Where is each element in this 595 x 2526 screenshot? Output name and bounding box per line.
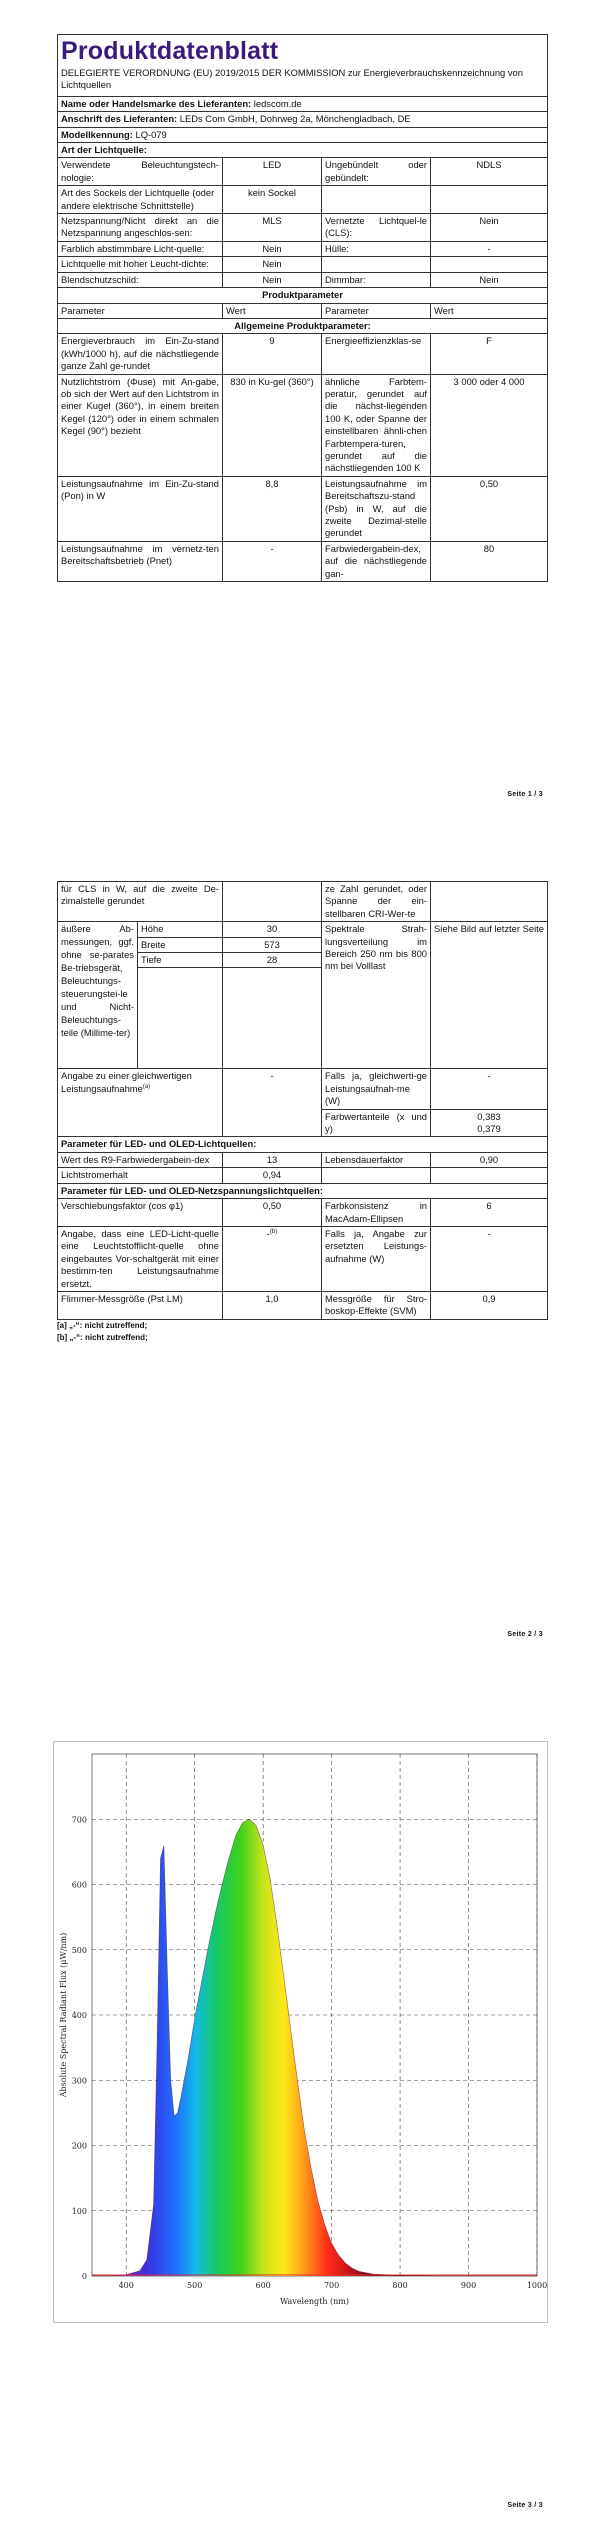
page-1	[0, 0, 595, 808]
footnote-b: [b] „-“: nicht zutreffend;	[57, 1332, 148, 1342]
parameter-label: Energieeffizienzklas-se	[322, 334, 431, 374]
parameter-row	[58, 541, 548, 581]
product-datasheet-table	[57, 34, 548, 582]
product-datasheet-table-continued	[57, 881, 548, 1320]
parameter-row	[58, 882, 548, 922]
parameter-value: 3 000 oder 4 000	[431, 374, 548, 476]
parameter-value	[223, 1226, 322, 1291]
parameter-value: -	[223, 541, 322, 581]
y-tick-label: 600	[71, 1880, 87, 1890]
spectrum-svg	[54, 1742, 547, 2322]
x-tick-label: 900	[460, 2281, 477, 2290]
parameter-label: Falls ja, gleichwerti-ge Leistungsaufnah-me (W)	[322, 1069, 431, 1109]
parameter-value: -	[223, 1069, 322, 1137]
model-label: Modellkennung:	[61, 128, 133, 140]
parameter-label: Lichtstromerhalt	[58, 1168, 223, 1183]
type-label: Verwendete Beleuchtungstech-nologie:	[58, 158, 223, 186]
dimension-filler	[223, 968, 322, 1069]
type-value: -	[431, 241, 548, 256]
height-value: 30	[223, 922, 322, 937]
depth-value: 28	[223, 953, 322, 968]
dimension-row	[58, 922, 548, 937]
parameter-value	[431, 882, 548, 922]
parameter-value: 0,50	[431, 476, 548, 541]
dimension-filler	[138, 968, 223, 1069]
general-parameters-heading: Allgemeine Produktparameter:	[58, 318, 548, 333]
supplier-address-row	[58, 112, 548, 127]
model-row	[58, 127, 548, 142]
page-gap	[0, 808, 595, 853]
parameter-row	[58, 1152, 548, 1167]
x-axis-title: Wavelength (nm)	[279, 2297, 350, 2306]
chromaticity-x: 0,383	[477, 1110, 501, 1122]
type-value: kein Sockel	[223, 186, 322, 214]
parameter-value: 830 in Ku-gel (360°)	[223, 374, 322, 476]
x-tick-label: 1000	[526, 2281, 547, 2290]
parameter-label: Falls ja, Angabe zur ersetzten Leistungs-aufnahme (W)	[322, 1226, 431, 1291]
parameter-value: -	[431, 1069, 548, 1109]
footnote-a: [a] „-“: nicht zutreffend;	[57, 1320, 148, 1330]
light-source-type-heading: Art der Lichtquelle:	[58, 143, 548, 158]
parameter-label: Leistungsaufnahme im Ein-Zu-stand (Pon) in W	[58, 476, 223, 541]
page-number: Seite 3 / 3	[507, 2502, 543, 2509]
chromaticity-label: Farbwertanteile (x und y)	[322, 1109, 431, 1137]
parameter-value: 8,8	[223, 476, 322, 541]
supplier-name-row	[58, 96, 548, 111]
parameter-value: 0,9	[431, 1291, 548, 1319]
column-header-value: Wert	[431, 303, 548, 318]
x-tick-label: 400	[118, 2281, 134, 2290]
parameter-label: Farbwiedergabein-dex, auf die nächstliegende gan-	[322, 541, 431, 581]
type-label: Ungebündelt oder gebündelt:	[322, 158, 431, 186]
column-header-parameter: Parameter	[58, 303, 223, 318]
product-parameters-heading: Produktparameter	[58, 288, 548, 303]
parameter-label: Verschiebungsfaktor (cos φ1)	[58, 1199, 223, 1227]
page-number: Seite 2 / 3	[507, 1631, 543, 1638]
supplier-address-label: Anschrift des Lieferanten:	[61, 113, 178, 125]
parameter-value: F	[431, 334, 548, 374]
y-tick-label: 400	[71, 2011, 87, 2020]
parameter-label: ähnliche Farbtem-peratur, gerundet auf die nächst-liegenden 100 K, oder Spanne der einstellbaren ähnli-chen Farbtempera-turen, gerundet auf die nächstliegenden 100 K	[322, 374, 431, 476]
parameter-label: Angabe, dass eine LED-Licht-quelle eine Leuchtstofflicht-quelle ohne eingebautes Vor-schaltgerät mit einer bestimm-ten Leistungsaufnahme ersetzt.	[58, 1226, 223, 1291]
supplier-address-value: LEDs Com GmbH, Dohrweg 2a, Mönchengladbach, DE	[179, 113, 411, 125]
type-value: Nein	[431, 214, 548, 242]
dimensions-label: äußere Ab-messungen, ggf. ohne se-parates Be-triebsgerät, Beleuchtungs-steuerungstei-le und Nicht-Beleuchtungs-teile (Millime-ter)	[58, 922, 138, 1069]
parameter-value: -	[431, 1226, 548, 1291]
parameter-value: 0,90	[431, 1152, 548, 1167]
parameter-row	[58, 1199, 548, 1227]
parameter-row	[58, 1168, 548, 1183]
type-label: Lichtquelle mit hoher Leucht-dichte:	[58, 257, 223, 272]
type-label: Hülle:	[322, 241, 431, 256]
parameter-label: ze Zahl gerundet, oder Spanne der ein-stellbaren CRI-Wer-te	[322, 882, 431, 922]
x-tick-label: 500	[187, 2281, 203, 2290]
type-label: Farblich abstimmbare Licht-quelle:	[58, 241, 223, 256]
replacement-value: -	[266, 1227, 270, 1239]
parameter-label: Flimmer-Messgröße (Pst LM)	[58, 1291, 223, 1319]
parameter-value: 80	[431, 541, 548, 581]
x-tick-label: 800	[392, 2281, 408, 2290]
type-value: LED	[223, 158, 322, 186]
type-value: Nein	[223, 272, 322, 287]
y-tick-label: 700	[71, 1815, 87, 1825]
model-value: LQ-079	[135, 128, 167, 140]
chromaticity-value	[431, 1109, 548, 1137]
parameter-label: Messgröße für Stro-boskop-Effekte (SVM)	[322, 1291, 431, 1319]
parameter-label: Energieverbrauch im Ein-Zu-stand (kWh/1000 h), auf die nächstliegende ganze Zahl ge-rundet	[58, 334, 223, 374]
depth-label: Tiefe	[138, 953, 223, 968]
type-label: Netzspannung/Nicht direkt an die Netzspannung angeschlos-sen:	[58, 214, 223, 242]
type-value: MLS	[223, 214, 322, 242]
type-value: Nein	[223, 241, 322, 256]
parameter-value	[223, 882, 322, 922]
parameter-row	[58, 1291, 548, 1319]
type-value	[431, 257, 548, 272]
height-label: Höhe	[138, 922, 223, 937]
column-header-parameter: Parameter	[322, 303, 431, 318]
type-row	[58, 158, 548, 186]
header-cell	[58, 35, 548, 97]
page-title: Produktdatenblatt	[61, 37, 279, 65]
type-row	[58, 186, 548, 214]
led-parameters-heading: Parameter für LED- und OLED-Lichtquellen:	[58, 1137, 548, 1152]
page-number: Seite 1 / 3	[507, 791, 543, 798]
parameter-row	[58, 334, 548, 374]
chromaticity-y: 0,379	[477, 1123, 501, 1135]
x-tick-label: 700	[323, 2281, 340, 2290]
y-tick-label: 0	[81, 2272, 87, 2281]
parameter-label: Leistungsaufnahme im vernetz-ten Bereitschaftsbetrieb (Pnet)	[58, 541, 223, 581]
width-label: Breite	[138, 937, 223, 952]
mains-parameters-heading: Parameter für LED- und OLED-Netzspannungslichtquellen:	[58, 1183, 548, 1198]
parameter-label	[322, 1168, 431, 1183]
parameter-value: 0,94	[223, 1168, 322, 1183]
supplier-name-value: ledscom.de	[253, 97, 302, 109]
y-tick-label: 200	[71, 2141, 87, 2151]
parameter-value: 1,0	[223, 1291, 322, 1319]
parameter-label: Farbkonsistenz in MacAdam-Ellipsen	[322, 1199, 431, 1227]
page-2	[0, 875, 595, 1675]
supplier-name-label: Name oder Handelsmarke des Lieferanten:	[61, 97, 252, 109]
y-tick-label: 100	[71, 2206, 87, 2216]
datasheet-part-1	[57, 34, 547, 582]
regulation-text: DELEGIERTE VERORDNUNG (EU) 2019/2015 DER KOMMISSION zur Energieverbrauchskennzeichnung von Lichtquellen	[61, 67, 523, 91]
type-label	[322, 257, 431, 272]
column-header-value: Wert	[223, 303, 322, 318]
type-label	[322, 186, 431, 214]
y-tick-label: 300	[71, 2076, 87, 2086]
type-label: Art des Sockels der Lichtquelle (oder andere elektrische Schnittstelle)	[58, 186, 223, 214]
parameter-row	[58, 476, 548, 541]
type-value: Nein	[223, 257, 322, 272]
footnote-ref: (a)	[142, 1083, 151, 1090]
column-header-row	[58, 303, 548, 318]
spectral-distribution-value: Siehe Bild auf letzter Seite	[431, 922, 548, 1069]
page-3	[0, 1720, 595, 2526]
type-label: Dimmbar:	[322, 272, 431, 287]
parameter-value: 13	[223, 1152, 322, 1167]
type-label: Vernetzte Lichtquel-le (CLS):	[322, 214, 431, 242]
equivalent-power-label: Angabe zu einer gleichwertigen Leistungsaufnahme	[61, 1070, 192, 1094]
parameter-row	[58, 374, 548, 476]
footnote-ref: (b)	[269, 1228, 278, 1235]
type-value: Nein	[431, 272, 548, 287]
parameter-value: 6	[431, 1199, 548, 1227]
parameter-label	[58, 1069, 223, 1137]
type-row	[58, 257, 548, 272]
page-gap	[0, 1675, 595, 1720]
parameter-label: Wert des R9-Farbwiedergabein-dex	[58, 1152, 223, 1167]
parameter-label: Nutzlichtstrom (Φuse) mit An-gabe, ob sich der Wert auf den Lichtstrom in einer Kugel (360°), in einem breiten Kegel (120°) oder in einem schmalen Kegel (90°) bezieht	[58, 374, 223, 476]
y-axis-title: Absolute Spectral Radiant Flux (μW/nm)	[59, 1932, 68, 2098]
y-tick-label: 500	[71, 1945, 87, 1955]
spectral-distribution-label: Spektrale Strah-lungsverteilung im Bereich 250 nm bis 800 nm bei Volllast	[322, 922, 431, 1069]
parameter-value: 9	[223, 334, 322, 374]
parameter-value	[431, 1168, 548, 1183]
type-row	[58, 241, 548, 256]
parameter-value: 0,50	[223, 1199, 322, 1227]
x-tick-label: 600	[255, 2281, 271, 2290]
spectral-distribution-chart	[53, 1741, 548, 2323]
parameter-row	[58, 1069, 548, 1109]
parameter-label: Leistungsaufnahme im Bereitschaftszu-stand (Psb) in W, auf die zweite Dezimal-stelle gerundet	[322, 476, 431, 541]
datasheet-part-2	[57, 881, 547, 1343]
parameter-row	[58, 1226, 548, 1291]
parameter-label: für CLS in W, auf die zweite De-zimalstelle gerundet	[58, 882, 223, 922]
width-value: 573	[223, 937, 322, 952]
type-value	[431, 186, 548, 214]
type-label: Blendschutzschild:	[58, 272, 223, 287]
type-row	[58, 272, 548, 287]
type-row	[58, 214, 548, 242]
parameter-label: Lebensdauerfaktor	[322, 1152, 431, 1167]
type-value: NDLS	[431, 158, 548, 186]
